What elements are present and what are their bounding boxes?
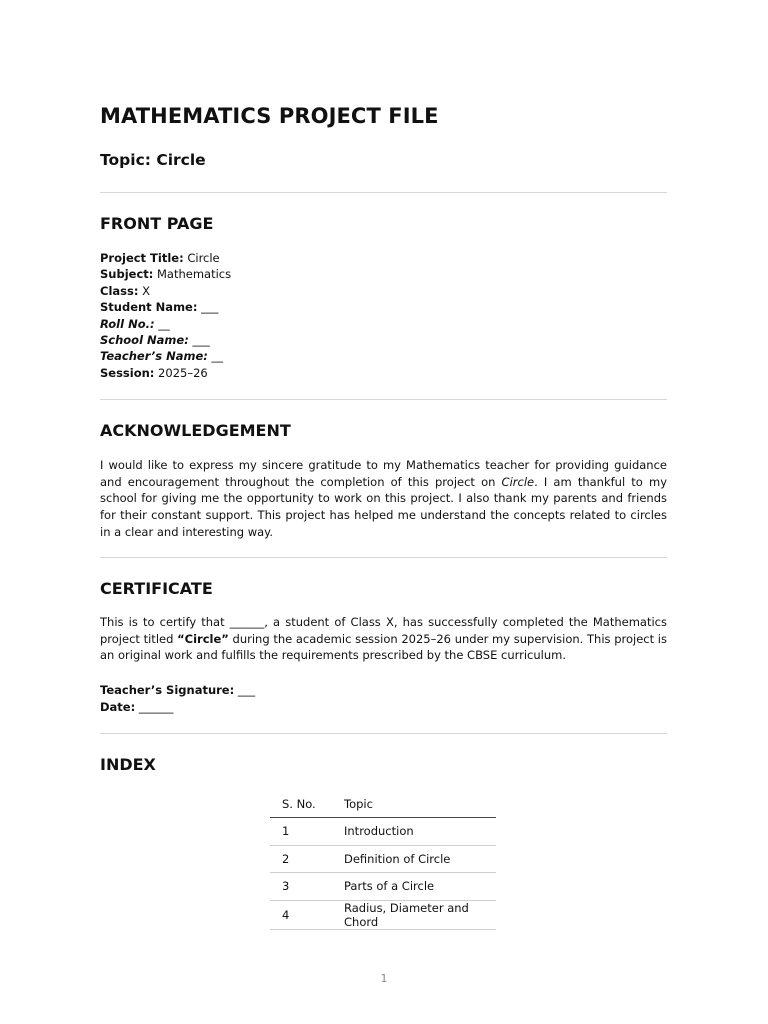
acknowledgement-heading: ACKNOWLEDGEMENT [100,421,291,440]
section-divider [100,192,667,193]
certificate-signature [100,682,255,716]
cell-topic: Parts of a Circle [332,873,496,901]
field-subject: Subject: Mathematics [100,267,232,282]
field-teacher-name: Teacher’s Name: __ [100,349,224,364]
section-divider [100,557,667,558]
field-class: Class: X [100,283,150,298]
column-header-sno: S. No. [270,791,332,818]
document-subtitle: Topic: Circle [100,151,206,169]
section-divider [100,399,667,400]
date-line: Date: ______ [100,700,174,714]
acknowledgement-text: I would like to express my sincere gratitude to my Mathematics teacher for providing guidance and encouragement throughout the completion of this project on Circle. I am thankful to my school for giving me the opportunity to work on this project. I also thank my parents and friends for their constant support. This project has helped me understand the concepts related to circles in a clear and interesting way. [100,458,667,539]
cell-sno: 4 [270,900,332,929]
front-page-fields [100,250,231,381]
cell-topic: Definition of Circle [332,845,496,873]
table-row [270,900,496,929]
field-session: Session: 2025–26 [100,365,208,380]
field-roll-no: Roll No.: __ [100,316,170,331]
index-heading: INDEX [100,755,156,774]
column-header-topic: Topic [332,791,496,818]
field-student-name: Student Name: ___ [100,300,219,315]
index-table [270,791,496,930]
table-header-row [270,791,496,818]
cell-sno: 3 [270,873,332,901]
teacher-signature-line: Teacher’s Signature: ___ [100,683,256,697]
front-page-heading: FRONT PAGE [100,214,214,233]
section-divider [100,733,667,734]
document-title: MATHEMATICS PROJECT FILE [100,104,439,128]
cell-sno: 1 [270,818,332,846]
table-row [270,845,496,873]
table-row [270,873,496,901]
cell-topic: Introduction [332,818,496,846]
table-row [270,818,496,846]
certificate-heading: CERTIFICATE [100,579,213,598]
page-number: 1 [380,972,388,985]
certificate-text: This is to certify that ______, a student of Class X, has successfully completed the Mathematics project titled “Circle” during the academic session 2025–26 under my supervision. This project is an original work and fulfills the requirements prescribed by the CBSE curriculum. [100,615,667,663]
field-school-name: School Name: ___ [100,333,210,348]
field-project-title: Project Title: Circle [100,251,220,265]
cell-topic: Radius, Diameter and Chord [332,900,496,929]
cell-sno: 2 [270,845,332,873]
